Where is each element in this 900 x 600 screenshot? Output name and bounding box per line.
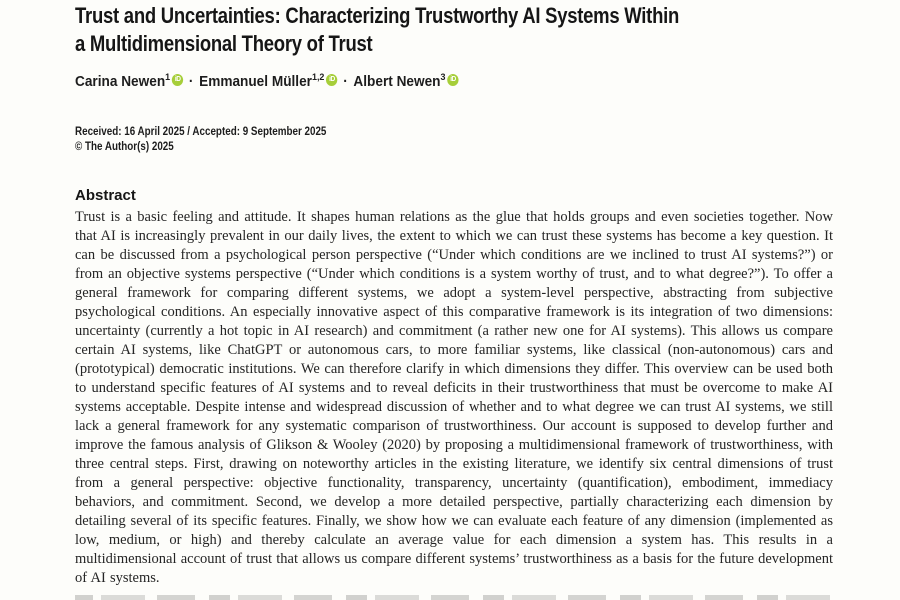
clipped-next-line-remnant <box>75 595 833 600</box>
orcid-icon[interactable]: iD <box>447 74 458 86</box>
author <box>75 74 183 90</box>
paper-title <box>75 2 712 58</box>
author-separator: · <box>188 74 194 90</box>
author-affiliation-superscript: 1 <box>165 72 171 83</box>
paper-title-line2: a Multidimensional Theory of Trust <box>75 31 373 56</box>
author-affiliation-superscript: 1,2 <box>311 72 325 83</box>
author-list <box>75 72 788 90</box>
author-name: Carina Newen <box>75 74 166 90</box>
abstract-text: Trust is a basic feeling and attitude. It shapes human relations as the glue that holds groups and even societies together. Now that AI is increasingly prevalent in our daily lives, the extent to which we can trust these systems has become a key question. It can be discussed from a psychological person perspective (“Under which conditions are we inclined to trust AI systems?”) or from an objective systems perspective (“Under which conditions is a system worthy of trust, and to what degree?”). To offer a general framework for comparing different systems, we adopt a system-level perspective, abstracting from subjective psychological conditions. An especially innovative aspect of this comparative framework is its integration of two dimensions: uncertainty (currently a hot topic in AI research) and commitment (a rather new one for AI systems). This allows us compare certain AI systems, like ChatGPT or autonomous cars, to more familiar systems, like classical (non-autonomous) cars and (prototypical) democratic institutions. We can therefore clarify in which dimensions they differ. This overview can be used both to understand specific features of AI systems and to reveal deficits in their trustworthiness that must be overcome to make AI systems acceptable. Despite intense and widespread discussion of whether and to what degree we can trust AI systems, we still lack a general framework for any systematic comparison of trustworthiness. Our account is supposed to develop further and improve the famous analysis of Glikson & Wooley (2020) by proposing a multidimensional framework of trustworthiness, with three central steps. First, drawing on noteworthy articles in the existing literature, we identify six central dimensions of trust from a general perspective: objective functionality, transparency, uncertainty (quantification), embodiment, immediacy behaviors, and commitment. Second, we develop a more detailed perspective, partially characterizing each dimension by detailing several of its specific features. Finally, we show how we can evaluate each feature of any dimension (implemented as low, medium, or high) and thereby calculate an average value for each dimension a system has. This results in a multidimensional account of trust that allows us compare different systems’ trustworthiness as a basis for the future development of AI systems. <box>75 209 833 586</box>
abstract-heading: Abstract <box>75 187 136 204</box>
author <box>353 74 458 90</box>
author <box>199 74 337 90</box>
publication-meta <box>75 124 697 154</box>
received-accepted-line: Received: 16 April 2025 / Accepted: 9 September 2025 <box>75 124 327 138</box>
author-name: Emmanuel Müller <box>199 74 312 90</box>
orcid-icon[interactable]: iD <box>172 74 183 86</box>
orcid-icon[interactable]: iD <box>326 74 337 86</box>
author-separator: · <box>343 74 348 90</box>
copyright-line: © The Author(s) 2025 <box>75 139 174 153</box>
paper-title-line1: Trust and Uncertainties: Characterizing Trustworthy AI Systems Within <box>75 3 680 28</box>
author-name: Albert Newen <box>353 74 441 90</box>
author-affiliation-superscript: 3 <box>440 72 446 83</box>
